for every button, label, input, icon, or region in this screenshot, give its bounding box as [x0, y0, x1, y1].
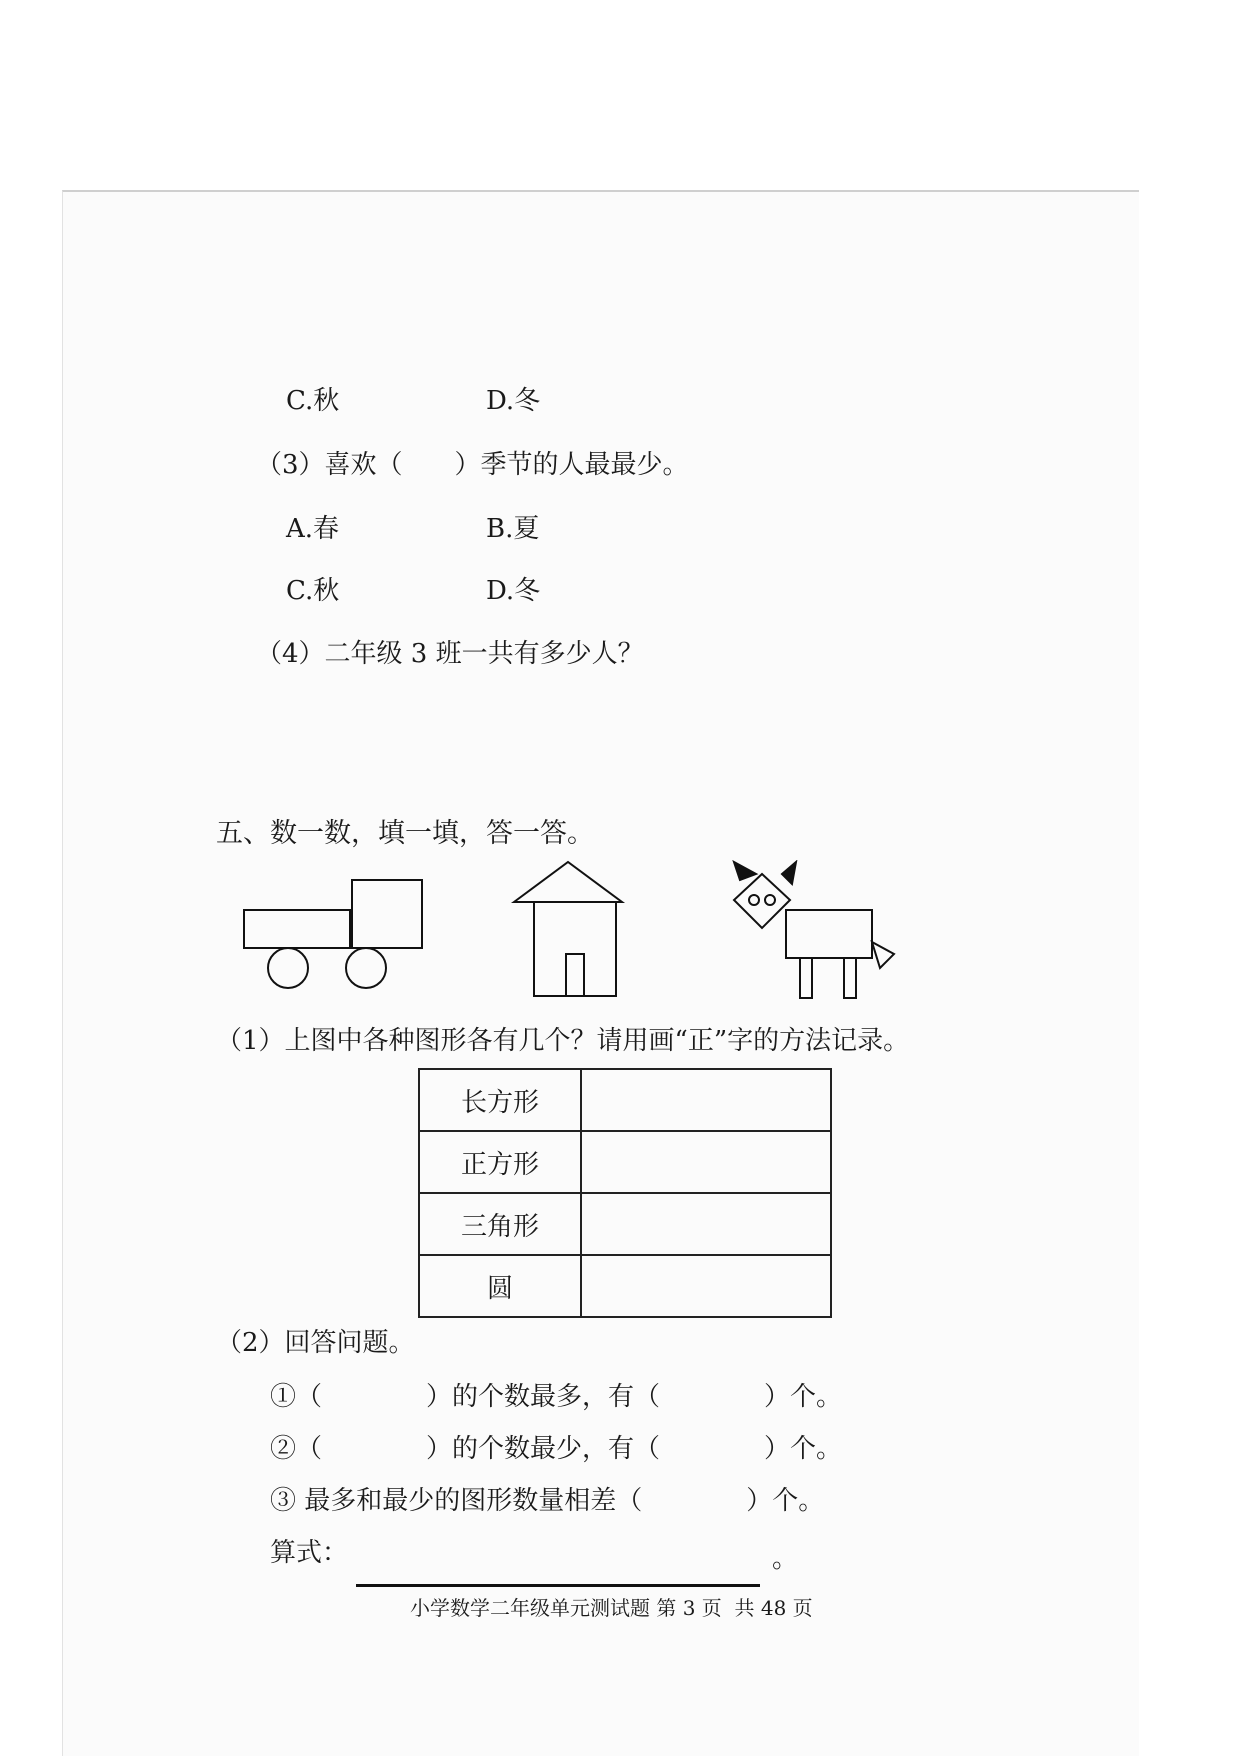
- formula-end: 。: [772, 1544, 799, 1574]
- table-row: [419, 1255, 831, 1317]
- section-5-question-2: （2）回答问题。: [216, 1328, 415, 1358]
- truck-figure: [244, 880, 422, 988]
- animal-ear-right: [782, 862, 796, 884]
- animal-eye-left: [749, 895, 759, 905]
- question-3: （3）喜欢（ ）季节的人最最少。: [256, 450, 689, 480]
- row-label-rectangle: 长方形: [419, 1069, 581, 1131]
- animal-tail: [872, 942, 894, 968]
- truck-body: [244, 910, 350, 948]
- animal-head: [734, 874, 790, 928]
- animal-ear-left: [734, 862, 756, 880]
- section-5-title: 五、数一数，填一填，答一答。: [216, 818, 594, 849]
- row-label-circle: 圆: [419, 1255, 581, 1317]
- house-wall: [534, 902, 616, 996]
- table-row: [419, 1131, 831, 1193]
- answer-line-1: ①（ ）的个数最多，有（ ）个。: [270, 1382, 843, 1412]
- truck-cab: [352, 880, 422, 948]
- table-row: [419, 1193, 831, 1255]
- shape-figures: [230, 860, 910, 1010]
- formula-blank[interactable]: [356, 1584, 760, 1587]
- row-label-square: 正方形: [419, 1131, 581, 1193]
- row-label-triangle: 三角形: [419, 1193, 581, 1255]
- tally-cell-circle[interactable]: [581, 1255, 831, 1317]
- tally-table: [418, 1068, 832, 1318]
- page-footer: 小学数学二年级单元测试题 第 3 页 共 48 页: [410, 1596, 813, 1620]
- house-roof: [514, 862, 622, 902]
- animal-leg-left: [800, 958, 812, 998]
- answer-line-2: ②（ ）的个数最少，有（ ）个。: [270, 1434, 843, 1464]
- option-c: C.秋: [286, 576, 340, 606]
- option-d: D.冬: [486, 576, 541, 606]
- tally-cell-rectangle[interactable]: [581, 1069, 831, 1131]
- animal-body: [786, 910, 872, 958]
- house-figure: [514, 862, 622, 996]
- animal-eye-right: [765, 895, 775, 905]
- section-5-question-1: （1）上图中各种图形各有几个？请用画“正”字的方法记录。: [216, 1026, 910, 1056]
- animal-leg-right: [844, 958, 856, 998]
- truck-wheel-back: [346, 948, 386, 988]
- tally-cell-triangle[interactable]: [581, 1193, 831, 1255]
- tally-cell-square[interactable]: [581, 1131, 831, 1193]
- answer-line-3: ③ 最多和最少的图形数量相差（ ）个。: [270, 1486, 825, 1516]
- option-b: B.夏: [486, 514, 540, 544]
- question-4: （4）二年级 3 班一共有多少人？: [256, 639, 644, 669]
- option-c-prev: C.秋: [286, 386, 340, 416]
- truck-wheel-front: [268, 948, 308, 988]
- option-d-prev: D.冬: [486, 386, 541, 416]
- house-door: [566, 954, 584, 996]
- table-row: [419, 1069, 831, 1131]
- animal-figure: [734, 862, 894, 998]
- option-a: A.春: [286, 514, 340, 544]
- formula-label: 算式：: [270, 1538, 349, 1568]
